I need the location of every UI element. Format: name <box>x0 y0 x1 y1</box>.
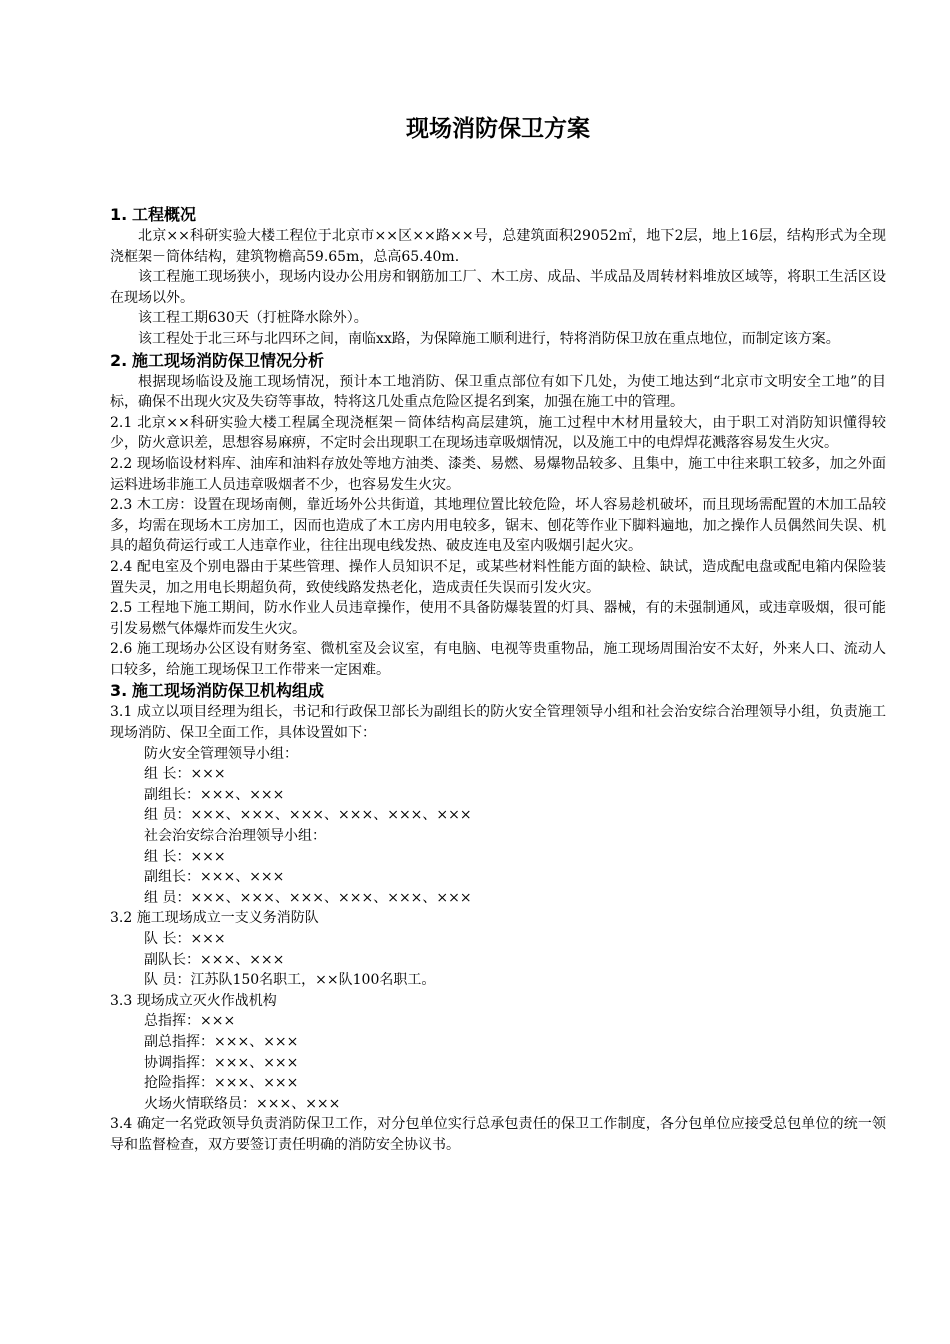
paragraph: 该工程处于北三环与北四环之间，南临xx路，为保障施工顺利进行，特将消防保卫放在重点地位，而制定该方案。 <box>138 330 840 347</box>
list-item: 2.4 配电室及个别电器由于某些管理、操作人员知识不足，或某些材料性能方面的缺检、缺试，造成配电盘或配电箱内保险装置失灵，加之用电长期超负荷，致使线路发热老化，造成责任失误而引发火灾。 <box>110 558 886 596</box>
list-item: 3.4 确定一名党政领导负责消防保卫工作，对分包单位实行总承包责任的保卫工作制度，各分包单位应接受总包单位的统一领导和监督检查，双方要签订责任明确的消防安全协议书。 <box>110 1116 886 1153</box>
document-body <box>110 204 886 1156</box>
command-line: 副总指挥：×××、××× <box>144 1033 299 1050</box>
group-member-line: 组 员：×××、×××、×××、×××、×××、××× <box>144 889 472 906</box>
group-member-line: 副组长：×××、××× <box>144 786 285 803</box>
group-member-line: 副组长：×××、××× <box>144 869 285 886</box>
command-line: 抢险指挥：×××、××× <box>144 1075 299 1092</box>
command-line: 火场火情联络员：×××、××× <box>144 1095 341 1112</box>
group-title: 社会治安综合治理领导小组： <box>144 828 326 845</box>
paragraph: 北京××科研实验大楼工程位于北京市××区××路××号，总建筑面积29052㎡，地下2层，地上16层，结构形式为全现浇框架－筒体结构，建筑物檐高59.65m，总高65.40m. <box>110 228 886 265</box>
section-3-heading: 3. 施工现场消防保卫机构组成 <box>110 681 325 701</box>
list-item: 2.5 工程地下施工期间，防水作业人员违章操作，使用不具备防爆装置的灯具、器械，有的未强制通风，或违章吸烟，很可能引发易燃气体爆炸而发生火灾。 <box>110 600 886 637</box>
list-item: 2.3 木工房：设置在现场南侧，靠近场外公共街道，其地理位置比较危险，坏人容易趁机破坏，而且现场需配置的木加工品较多，均需在现场木工房加工，因而也造成了木工房内用电较多，锯末、刨花等作业下脚料遍地，加之操作人员偶然间失误、机具的超负荷运行或工人违章作业，往往出现电线发热、破皮连电及室内吸烟引起火灾。 <box>110 497 886 555</box>
list-item: 3.1 成立以项目经理为组长，书记和行政保卫部长为副组长的防火安全管理领导小组和社会治安综合治理领导小组，负责施工现场消防、保卫全面工作，具体设置如下： <box>110 704 886 742</box>
group-title: 防火安全管理领导小组： <box>144 745 298 762</box>
document-title: 现场消防保卫方案 <box>406 116 590 142</box>
list-item: 3.2 施工现场成立一支义务消防队 <box>110 910 319 927</box>
group-member-line: 组 长：××× <box>144 766 226 783</box>
list-item: 2.2 现场临设材料库、油库和油料存放处等地方油类、漆类、易燃、易爆物品较多、且集中，施工中往来职工较多，加之外面运料进场非施工人员违章吸烟者不少，也容易发生火灾。 <box>110 455 886 493</box>
team-member-line: 队 员：江苏队150名职工，××队100名职工。 <box>144 972 436 989</box>
section-1-heading: 1. 工程概况 <box>110 205 197 224</box>
command-line: 总指挥：××× <box>144 1013 236 1030</box>
team-member-line: 队 长：××× <box>144 931 226 947</box>
group-member-line: 组 长：××× <box>144 848 226 865</box>
section-2-heading: 2. 施工现场消防保卫情况分析 <box>110 350 325 370</box>
list-item: 2.1 北京××科研实验大楼工程属全现浇框架－筒体结构高层建筑，施工过程中木材用量较大，由于职工对消防知识懂得较少，防火意识差，思想容易麻痹，不定时会出现职工在现场违章吸烟情况，以及施工中的电焊焊花溅落容易发生火灾。 <box>110 414 886 452</box>
team-member-line: 副队长：×××、××× <box>144 951 285 968</box>
command-line: 协调指挥：×××、××× <box>144 1054 299 1071</box>
paragraph: 该工程工期630天（打桩降水除外）。 <box>138 310 368 327</box>
paragraph: 该工程施工现场狭小，现场内设办公用房和钢筋加工厂、木工房、成品、半成品及周转材料堆放区域等，将职工生活区设在现场以外。 <box>110 269 886 306</box>
list-item: 3.3 现场成立灭火作战机构 <box>110 992 277 1009</box>
paragraph: 根据现场临设及施工现场情况，预计本工地消防、保卫重点部位有如下几处，为使工地达到“北京市文明安全工地”的目标，确保不出现火灾及失窃等事故，特将这几处重点危险区提名到案，加强在施工中的管理。 <box>110 373 886 411</box>
group-member-line: 组 员：×××、×××、×××、×××、×××、××× <box>144 807 472 824</box>
list-item: 2.6 施工现场办公区设有财务室、微机室及会议室，有电脑、电视等贵重物品，施工现场周围治安不太好，外来人口、流动人口较多，给施工现场保卫工作带来一定困难。 <box>110 641 886 678</box>
